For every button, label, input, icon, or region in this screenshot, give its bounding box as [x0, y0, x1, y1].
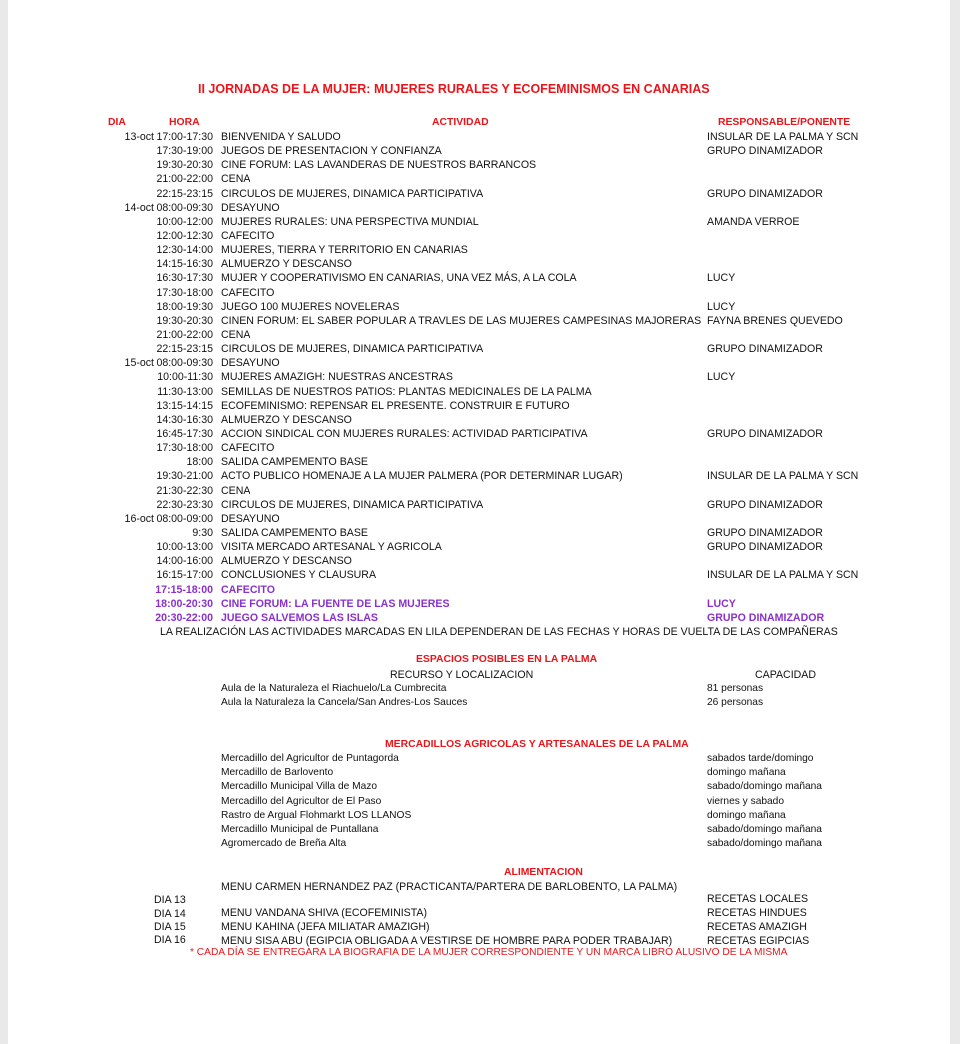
schedule-actividad: CIRCULOS DE MUJERES, DINAMICA PARTICIPATIVA [221, 187, 484, 200]
schedule-actividad: SALIDA CAMPEMENTO BASE [221, 526, 368, 539]
schedule-responsable: GRUPO DINAMIZADOR [707, 343, 823, 356]
schedule-responsable: GRUPO DINAMIZADOR [707, 541, 823, 554]
schedule-dia: 16-oct [124, 512, 154, 525]
schedule-hora: 21:00-22:00 [156, 173, 213, 186]
schedule-hora: 18:00-19:30 [156, 300, 213, 313]
schedule-responsable: FAYNA BRENES QUEVEDO [707, 314, 843, 327]
schedule-hora: 12:00-12:30 [156, 230, 213, 242]
alimentacion-menu: MENU SISA ABU (EGIPCIA OBLIGADA A VESTIRSE DE HOMBRE PARA PODER TRABAJAR) [221, 935, 673, 947]
espacios-title: ESPACIOS POSIBLES EN LA PALMA [416, 654, 598, 665]
schedule-actividad: CINE FORUM: LAS LAVANDERAS DE NUESTROS BARRANCOS [221, 159, 537, 172]
schedule-actividad: CINEN FORUM: EL SABER POPULAR A TRAVLES DE LAS MUJERES CAMPESINAS MAJORERAS [221, 314, 702, 327]
schedule-hora: 10:00-11:30 [157, 371, 213, 384]
schedule-responsable: LUCY [707, 272, 736, 285]
schedule-actividad: CONCLUSIONES Y CLAUSURA [221, 569, 377, 582]
schedule-hora: 14:00-16:00 [156, 555, 213, 568]
mercadillo-nombre: Mercadillo de Barlovento [221, 767, 334, 779]
mercadillo-nombre: Rastro de Argual Flohmarkt LOS LLANOS [221, 809, 412, 821]
schedule-hora: 08:00-09:00 [156, 512, 213, 525]
schedule-responsable: LUCY [707, 300, 736, 313]
schedule-actividad: CAFECITO [221, 286, 275, 299]
schedule-hora: 11:30-13:00 [157, 385, 213, 398]
schedule-responsable: GRUPO DINAMIZADOR [707, 498, 823, 511]
schedule-dia: 13-oct [124, 131, 154, 143]
schedule-hora: 10:00-12:00 [156, 215, 213, 228]
schedule-hora: 08:00-09:30 [156, 357, 213, 370]
schedule-hora: 21:00-22:00 [156, 329, 213, 341]
lila-note: LA REALIZACIÓN LAS ACTIVIDADES MARCADAS EN LILA DEPENDERAN DE LAS FECHAS Y HORAS DE VUELTA DE LAS COMPAÑERAS [160, 626, 838, 638]
mercadillo-horario: domingo mañana [707, 767, 786, 779]
schedule-actividad: JUEGOS DE PRESENTACION Y CONFIANZA [221, 145, 442, 158]
espacio-recurso: Aula la Naturaleza la Cancela/San Andres-Los Sauces [221, 697, 468, 709]
alimentacion-recetas: RECETAS AMAZIGH [707, 921, 807, 933]
schedule-hora: 14:30-16:30 [156, 413, 213, 426]
schedule-hora: 16:45-17:30 [156, 427, 213, 440]
espacio-capacidad: 81 personas [707, 683, 764, 694]
schedule-responsable: LUCY [707, 371, 736, 384]
schedule-hora: 22:15-23:15 [156, 343, 213, 356]
header-hora: HORA [169, 117, 200, 128]
schedule-responsable: LUCY [707, 597, 736, 610]
schedule-actividad: MUJERES AMAZIGH: NUESTRAS ANCESTRAS [221, 371, 453, 384]
schedule-actividad: ACCION SINDICAL CON MUJERES RURALES: ACTIVIDAD PARTICIPATIVA [221, 427, 588, 440]
schedule-responsable: INSULAR DE LA PALMA Y SCN [707, 131, 859, 143]
mercadillo-nombre: Mercadillo Municipal de Puntallana [221, 824, 379, 835]
alimentacion-dia: DIA 16 [154, 934, 186, 946]
schedule-hora: 14:15-16:30 [156, 258, 213, 271]
alimentacion-menu: MENU VANDANA SHIVA (ECOFEMINISTA) [221, 907, 428, 919]
alimentacion-recetas: RECETAS EGIPCIAS [707, 935, 810, 947]
alimentacion-note: * CADA DÍA SE ENTREGARA LA BIOGRAFIA DE LA MUJER CORRESPONDIENTE Y UN MARCA LIBRO ALUSIVO DE LA MISMA [190, 947, 788, 958]
schedule-actividad: JUEGO 100 MUJERES NOVELERAS [221, 300, 400, 313]
schedule-hora: 17:30-19:00 [156, 145, 213, 158]
schedule-actividad: CIRCULOS DE MUJERES, DINAMICA PARTICIPATIVA [221, 498, 484, 511]
schedule-hora: 08:00-09:30 [156, 201, 213, 214]
schedule-actividad: CAFECITO [221, 583, 275, 596]
schedule-hora: 16:15-17:00 [156, 569, 213, 582]
schedule-hora: 20:30-22:00 [155, 611, 213, 624]
document-title: II JORNADAS DE LA MUJER: MUJERES RURALES Y ECOFEMINISMOS EN CANARIAS [198, 82, 710, 96]
espacio-recurso: Aula de la Naturaleza el Riachuelo/La Cumbrecita [221, 683, 447, 694]
schedule-hora: 13:15-14:15 [156, 399, 213, 412]
schedule-hora: 18:00 [186, 456, 213, 469]
schedule-actividad: CENA [221, 484, 251, 497]
alimentacion-menu: MENU KAHINA (JEFA MILIATAR AMAZIGH) [221, 921, 430, 933]
schedule-responsable: INSULAR DE LA PALMA Y SCN [707, 470, 859, 483]
mercadillos-title: MERCADILLOS AGRICOLAS Y ARTESANALES DE LA PALMA [385, 739, 689, 750]
document-page [8, 0, 950, 1044]
schedule-hora: 21:30-22:30 [156, 484, 213, 497]
schedule-actividad: ALMUERZO Y DESCANSO [221, 258, 352, 271]
mercadillo-nombre: Mercadillo Municipal Villa de Mazo [221, 781, 378, 793]
schedule-actividad: ALMUERZO Y DESCANSO [221, 555, 352, 568]
schedule-actividad: VISITA MERCADO ARTESANAL Y AGRICOLA [221, 541, 442, 554]
schedule-actividad: DESAYUNO [221, 201, 280, 214]
alimentacion-title: ALIMENTACION [504, 867, 583, 878]
header-dia: DIA [108, 117, 126, 128]
schedule-responsable: GRUPO DINAMIZADOR [707, 427, 823, 440]
header-responsable: RESPONSABLE/PONENTE [718, 117, 851, 128]
alimentacion-dia: DIA 13 [154, 894, 186, 906]
mercadillo-horario: sabado/domingo mañana [707, 824, 822, 835]
schedule-actividad: JUEGO SALVEMOS LAS ISLAS [221, 611, 378, 624]
schedule-responsable: GRUPO DINAMIZADOR [707, 145, 823, 158]
schedule-responsable: GRUPO DINAMIZADOR [707, 526, 823, 539]
schedule-responsable: INSULAR DE LA PALMA Y SCN [707, 569, 859, 582]
schedule-actividad: DESAYUNO [221, 357, 280, 370]
schedule-hora: 22:30-23:30 [156, 498, 213, 511]
schedule-hora: 9:30 [192, 526, 213, 539]
schedule-actividad: CENA [221, 329, 251, 341]
schedule-actividad: MUJER Y COOPERATIVISMO EN CANARIAS, UNA VEZ MÁS, A LA COLA [221, 272, 577, 285]
header-actividad: ACTIVIDAD [432, 117, 489, 128]
schedule-hora: 19:30-20:30 [156, 314, 213, 327]
schedule-actividad: CAFECITO [221, 442, 275, 455]
mercadillo-horario: sabado/domingo mañana [707, 838, 822, 850]
alimentacion-recetas: RECETAS HINDUES [707, 907, 807, 919]
schedule-hora: 17:00-17:30 [156, 131, 213, 143]
alimentacion-dia: DIA 15 [154, 921, 186, 933]
alimentacion-menu: MENU CARMEN HERNANDEZ PAZ (PRACTICANTA/PARTERA DE BARLOBENTO, LA PALMA) [221, 881, 678, 893]
mercadillo-horario: domingo mañana [707, 809, 786, 821]
schedule-hora: 10:00-13:00 [156, 541, 213, 554]
schedule-hora: 17:30-18:00 [156, 286, 213, 299]
espacios-col-capacidad: CAPACIDAD [755, 669, 817, 681]
alimentacion-dia: DIA 14 [154, 908, 186, 920]
mercadillo-horario: sabados tarde/domingo [707, 753, 814, 764]
schedule-hora: 17:30-18:00 [156, 442, 213, 455]
schedule-responsable: GRUPO DINAMIZADOR [707, 611, 825, 624]
schedule-responsable: GRUPO DINAMIZADOR [707, 187, 823, 200]
schedule-hora: 17:15-18:00 [155, 583, 213, 596]
schedule-hora: 19:30-20:30 [156, 159, 213, 172]
mercadillo-nombre: Agromercado de Breña Alta [221, 838, 347, 850]
schedule-actividad: ACTO PUBLICO HOMENAJE A LA MUJER PALMERA (POR DETERMINAR LUGAR) [221, 470, 623, 483]
schedule-dia: 14-oct [124, 201, 154, 214]
mercadillo-nombre: Mercadillo del Agricultor de Puntagorda [221, 753, 399, 764]
espacio-capacidad: 26 personas [707, 697, 764, 709]
schedule-actividad: MUJERES RURALES: UNA PERSPECTIVA MUNDIAL [221, 215, 479, 228]
schedule-actividad: CAFECITO [221, 230, 275, 242]
schedule-actividad: CENA [221, 173, 251, 186]
schedule-actividad: ALMUERZO Y DESCANSO [221, 413, 352, 426]
schedule-hora: 22:15-23:15 [156, 187, 213, 200]
schedule-actividad: CINE FORUM: LA FUENTE DE LAS MUJERES [221, 597, 450, 610]
espacios-col-recurso: RECURSO Y LOCALIZACION [390, 669, 534, 681]
schedule-dia: 15-oct [124, 357, 154, 370]
mercadillo-horario: viernes y sabado [707, 795, 785, 807]
schedule-actividad: SALIDA CAMPEMENTO BASE [221, 456, 368, 469]
schedule-hora: 12:30-14:00 [156, 244, 213, 257]
mercadillo-nombre: Mercadillo del Agricultor de El Paso [221, 795, 382, 807]
alimentacion-recetas: RECETAS LOCALES [707, 893, 809, 905]
schedule-actividad: BIENVENIDA Y SALUDO [221, 131, 341, 143]
schedule-hora: 16:30-17:30 [156, 272, 213, 285]
schedule-actividad: CIRCULOS DE MUJERES, DINAMICA PARTICIPATIVA [221, 343, 484, 356]
schedule-actividad: ECOFEMINISMO: REPENSAR EL PRESENTE. CONSTRUIR E FUTURO [221, 399, 570, 412]
schedule-actividad: MUJERES, TIERRA Y TERRITORIO EN CANARIAS [221, 244, 468, 257]
mercadillo-horario: sabado/domingo mañana [707, 781, 822, 793]
schedule-hora: 18:00-20:30 [155, 597, 213, 610]
schedule-actividad: DESAYUNO [221, 512, 280, 525]
schedule-hora: 19:30-21:00 [156, 470, 213, 483]
schedule-responsable: AMANDA VERROE [707, 215, 800, 228]
schedule-actividad: SEMILLAS DE NUESTROS PATIOS: PLANTAS MEDICINALES DE LA PALMA [221, 385, 592, 398]
